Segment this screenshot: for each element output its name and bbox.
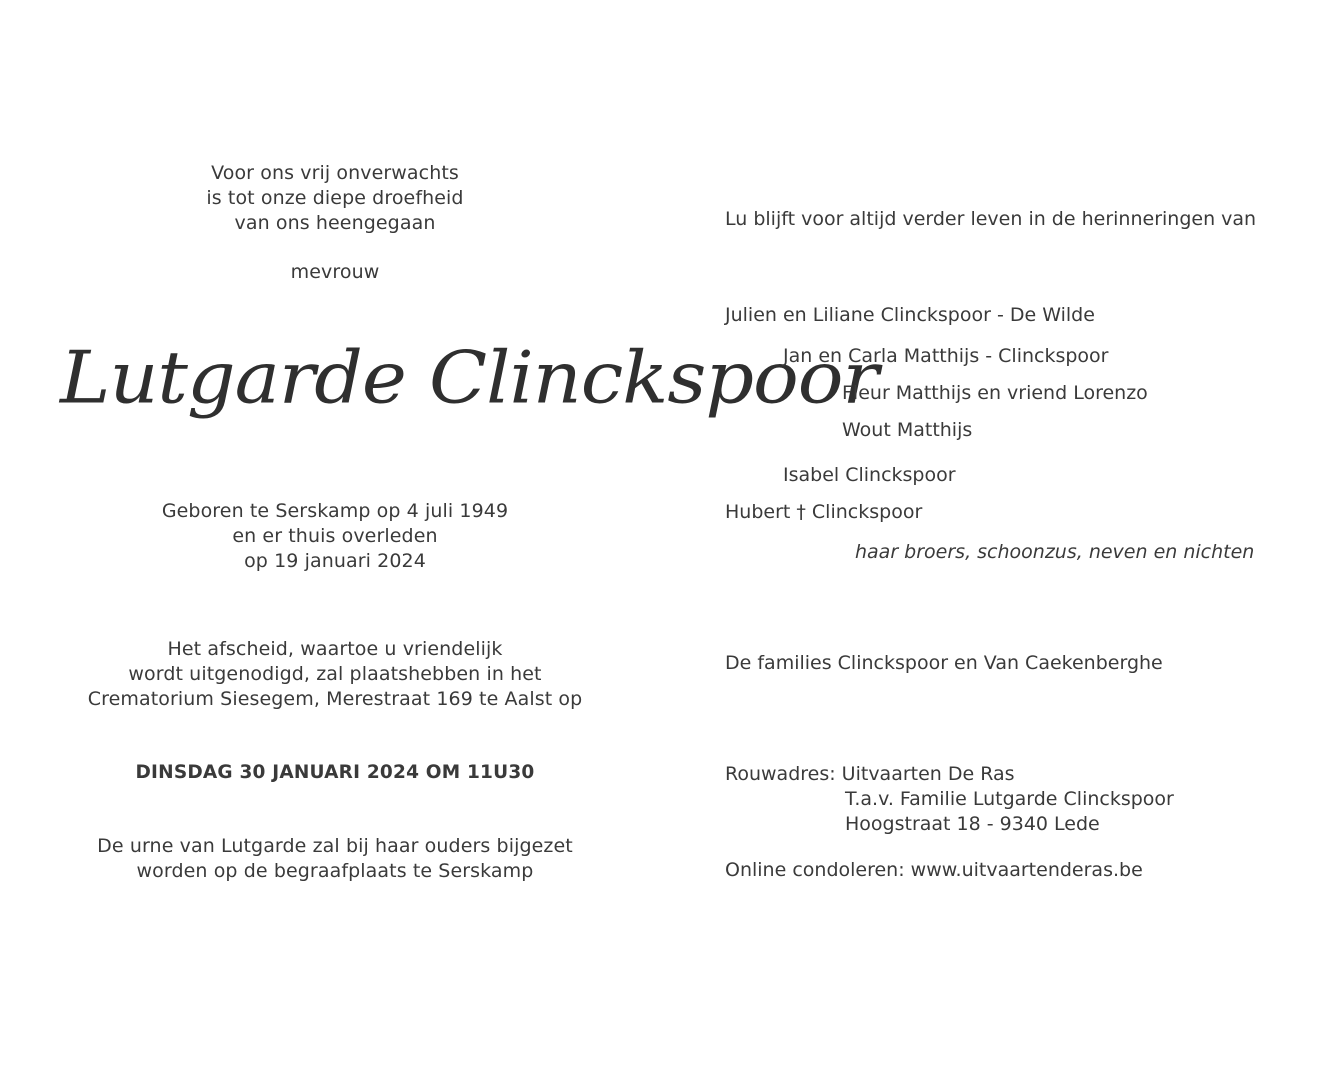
intro-line: Voor ons vrij onverwachts (211, 162, 459, 184)
ceremony-datetime (0, 760, 670, 785)
family-member: Fleur Matthijs en vriend Lorenzo (842, 382, 1148, 404)
farewell-line: Het afscheid, waartoe u vriendelijk (167, 638, 503, 660)
family-member: Hubert † Clinckspoor (725, 501, 923, 523)
birth-line: en er thuis overleden (232, 525, 438, 547)
family-member: Jan en Carla Matthijs - Clinckspoor (783, 345, 1109, 367)
family-member: Wout Matthijs (842, 419, 973, 441)
remembrance-text: Lu blijft voor altijd verder leven in de herinneringen van (725, 208, 1257, 230)
birth-death-info (0, 499, 670, 574)
urn-line: worden op de begraafplaats te Serskamp (136, 860, 534, 882)
farewell-invitation (0, 637, 670, 712)
families-text: De families Clinckspoor en Van Caekenberghe (725, 652, 1163, 674)
ceremony-datetime-text: DINSDAG 30 JANUARI 2024 OM 11U30 (135, 762, 535, 783)
deceased-name: Lutgarde Clinckspoor (60, 335, 878, 420)
family-member: Julien en Liliane Clinckspoor - De Wilde (725, 304, 1095, 326)
intro-text (0, 161, 670, 236)
urn-note (0, 834, 670, 884)
relations-note: haar broers, schoonzus, neven en nichten (855, 541, 1255, 563)
salutation-text: mevrouw (290, 261, 380, 283)
birth-line: op 19 januari 2024 (244, 550, 426, 572)
family-member: Isabel Clinckspoor (783, 464, 956, 486)
address-line: T.a.v. Familie Lutgarde Clinckspoor (845, 788, 1174, 810)
farewell-line: wordt uitgenodigd, zal plaatshebben in het (128, 663, 542, 685)
salutation (0, 260, 670, 285)
online-condolence: Online condoleren: www.uitvaartenderas.be (725, 859, 1143, 881)
farewell-line: Crematorium Siesegem, Merestraat 169 te Aalst op (87, 688, 583, 710)
urn-line: De urne van Lutgarde zal bij haar ouders bijgezet (97, 835, 573, 857)
address-line: Rouwadres: Uitvaarten De Ras (725, 763, 1015, 785)
intro-line: van ons heengegaan (234, 212, 436, 234)
birth-line: Geboren te Serskamp op 4 juli 1949 (161, 500, 509, 522)
address-line: Hoogstraat 18 - 9340 Lede (845, 813, 1100, 835)
right-column (725, 0, 1325, 1080)
intro-line: is tot onze diepe droefheid (206, 187, 464, 209)
